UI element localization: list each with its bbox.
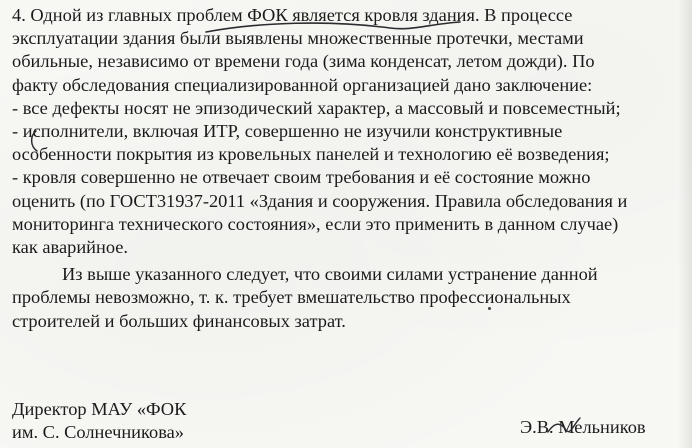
bullet-1-text-1: - все дефекты носят не эпизодический характер, а массовый и повсеместный;: [12, 97, 621, 118]
bullet-2-line-1: [12, 120, 678, 143]
conclusion-text-1: Из выше указанного следует, что своими силами устранение данной: [62, 264, 598, 285]
position-line-2: им. С. Солнечникова»: [12, 422, 185, 442]
conclusion-text-2: проблемы невозможно, т. к. требует вмешательство профессиональных: [12, 287, 571, 308]
conclusion-line-1: [12, 263, 678, 286]
signatory-position: [12, 398, 186, 444]
bullet-1-line-1: [12, 97, 678, 120]
p4-line-4: [12, 74, 678, 97]
bullet-2-line-2: [12, 143, 678, 166]
p4-line-3: [12, 50, 678, 73]
p4-line-2: [12, 27, 678, 50]
bullet-2-text-2: особенности покрытия из кровельных панелей и технологию её возведения;: [12, 144, 610, 165]
conclusion-text-3: строителей и больших финансовых затрат.: [12, 310, 346, 331]
p4-text-3: обильные, независимо от времени года (зима конденсат, летом дожди). По: [12, 51, 595, 72]
bullet-3-text-3: мониторинга технического состояния», если это применить в данном случае): [12, 213, 619, 234]
letter-body: [12, 4, 678, 333]
conclusion-line-2: [12, 286, 678, 309]
bullet-3-text-2: оценить (по ГОСТ31937-2011 «Здания и сооружения. Правила обследования и: [12, 190, 628, 211]
p4-text-4: факту обследования специализированной организацией дано заключение:: [12, 74, 593, 95]
bullet-3-text-1: - кровля совершенно не отвечает своим требования и её состояние можно: [12, 167, 591, 188]
bullet-3-line-1: [12, 166, 678, 189]
bullet-2-text-1: - исполнители, включая ИТР, совершенно не изучили конструктивные: [12, 121, 563, 142]
speck-mark: [488, 307, 491, 310]
p4-text-1: 4. Одной из главных проблем ФОК является кровля здания. В процессе: [12, 5, 573, 25]
conclusion-line-3: [12, 310, 678, 333]
scan-edge-shadow: [678, 0, 692, 448]
p4-line-1: [12, 4, 678, 27]
position-line-1: Директор МАУ «ФОК: [12, 399, 187, 419]
bullet-3-line-4: [12, 236, 678, 259]
bullet-3-line-2: [12, 190, 678, 213]
p4-text-2: эксплуатации здания были выявлены множественные протечки, местами: [12, 28, 584, 49]
bullet-3-line-3: [12, 213, 678, 236]
signatory-name: Э.В. Мельников: [520, 417, 646, 437]
bullet-3-text-4: как аварийное.: [12, 237, 129, 258]
